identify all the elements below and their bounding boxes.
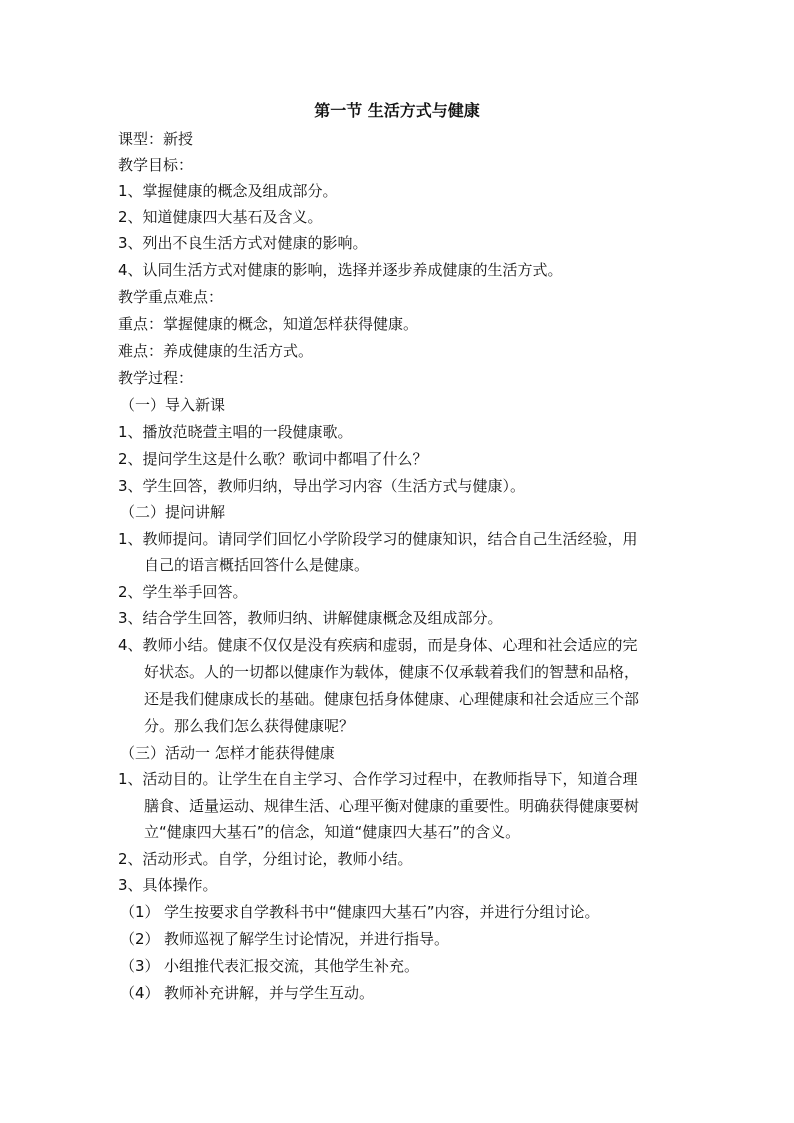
step-item: [120, 899, 700, 925]
step-number: （4）: [120, 984, 160, 1002]
list-item: 1、播放范晓萱主唱的一段健康歌。: [118, 423, 353, 441]
step-text: 教师巡视了解学生讨论情况，并进行指导。: [164, 930, 450, 948]
difficult-point: 难点：养成健康的生活方式。: [118, 342, 314, 360]
section-heading: （二）提问讲解: [120, 503, 226, 521]
list-item: 3、学生回答，教师归纳，导出学习内容（生活方式与健康）。: [118, 477, 526, 495]
section-heading: （一）导入新课: [120, 396, 226, 414]
step-number: （2）: [120, 930, 160, 948]
list-item: 2、学生举手回答。: [118, 583, 248, 601]
list-item: 1、教师提问。请同学们回忆小学阶段学习的健康知识，结合自己生活经验，用: [118, 530, 638, 548]
key-points-heading: 教学重点难点：: [118, 288, 224, 306]
step-item: [120, 926, 700, 952]
step-item: [120, 980, 700, 1006]
process-heading: 教学过程：: [118, 369, 194, 387]
list-item-continuation: 自己的语言概括回答什么是健康。: [144, 556, 370, 574]
section-heading: （三）活动一 怎样才能获得健康: [120, 744, 335, 762]
objectives-heading: 教学目标：: [118, 156, 194, 174]
step-text: 教师补充讲解，并与学生互动。: [164, 984, 375, 1002]
objective-item: 1、掌握健康的概念及组成部分。: [118, 182, 338, 200]
objective-item: 4、认同生活方式对健康的影响，选择并逐步养成健康的生活方式。: [118, 261, 563, 279]
list-item: 2、活动形式。自学，分组讨论，教师小结。: [118, 850, 413, 868]
step-number: （3）: [120, 957, 160, 975]
list-item-continuation: 还是我们健康成长的基础。健康包括身体健康、心理健康和社会适应三个部: [144, 690, 640, 708]
objective-item: 2、知道健康四大基石及含义。: [118, 208, 323, 226]
objective-item: 3、列出不良生活方式对健康的影响。: [118, 234, 368, 252]
course-type: 课型：新授: [118, 130, 194, 148]
step-item: [120, 953, 700, 979]
list-item: 1、活动目的。让学生在自主学习、合作学习过程中，在教师指导下，知道合理: [118, 770, 638, 788]
key-point: 重点：掌握健康的概念，知道怎样获得健康。: [118, 315, 419, 333]
list-item: 4、教师小结。健康不仅仅是没有疾病和虚弱，而是身体、心理和社会适应的完: [118, 636, 638, 654]
list-item-continuation: 立“健康四大基石”的信念，知道“健康四大基石”的含义。: [144, 823, 521, 841]
step-text: 小组推代表汇报交流，其他学生补充。: [164, 957, 420, 975]
list-item-continuation: 膳食、适量运动、规律生活、心理平衡对健康的重要性。明确获得健康要树: [144, 797, 640, 815]
step-text: 学生按要求自学教科书中“健康四大基石”内容，并进行分组讨论。: [164, 903, 600, 921]
list-item-continuation: 分。那么我们怎么获得健康呢？: [144, 717, 355, 735]
step-number: （1）: [120, 903, 160, 921]
page-title: 第一节 生活方式与健康: [314, 101, 480, 120]
list-item: 2、提问学生这是什么歌？歌词中都唱了什么？: [118, 450, 428, 468]
list-item: 3、结合学生回答，教师归纳、讲解健康概念及组成部分。: [118, 609, 503, 627]
list-item-continuation: 好状态。人的一切都以健康作为载体，健康不仅承载着我们的智慧和品格，: [144, 663, 640, 681]
list-item: 3、具体操作。: [118, 876, 218, 894]
